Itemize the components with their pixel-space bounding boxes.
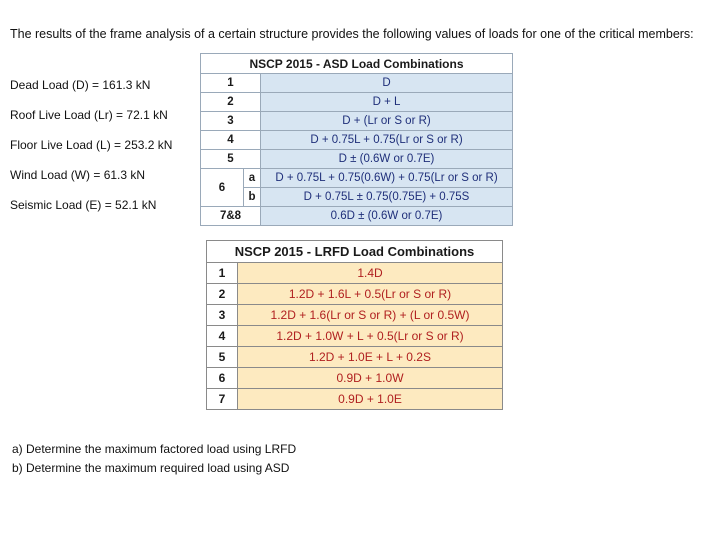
asd-row-number: 7&8 xyxy=(201,207,261,226)
table-row xyxy=(207,305,503,326)
table-row xyxy=(201,169,513,188)
questions-list xyxy=(12,440,296,478)
lrfd-row-number: 3 xyxy=(207,305,238,326)
asd-row-number: 4 xyxy=(201,131,261,150)
dead-load: Dead Load (D) = 161.3 kN xyxy=(10,78,151,92)
lrfd-row-number: 1 xyxy=(207,263,238,284)
floor-live-load: Floor Live Load (L) = 253.2 kN xyxy=(10,138,173,152)
lrfd-row-number: 5 xyxy=(207,347,238,368)
table-row xyxy=(207,263,503,284)
table-row xyxy=(201,131,513,150)
lrfd-combination: 1.2D + 1.0E + L + 0.2S xyxy=(238,347,503,368)
asd-row-subletter: b xyxy=(244,188,261,207)
asd-combination: D + 0.75L + 0.75(0.6W) + 0.75(Lr or S or R) xyxy=(261,169,513,188)
table-row xyxy=(207,326,503,347)
seismic-load: Seismic Load (E) = 52.1 kN xyxy=(10,198,157,212)
lrfd-row-number: 4 xyxy=(207,326,238,347)
question-b: b) Determine the maximum required load using ASD xyxy=(12,461,290,475)
lrfd-combination: 0.9D + 1.0W xyxy=(238,368,503,389)
wind-load: Wind Load (W) = 61.3 kN xyxy=(10,168,146,182)
table-row xyxy=(201,112,513,131)
question-a: a) Determine the maximum factored load using LRFD xyxy=(12,442,297,456)
asd-row-subletter: a xyxy=(244,169,261,188)
asd-table-header-row xyxy=(201,54,513,74)
table-row xyxy=(207,347,503,368)
asd-combination: D + 0.75L ± 0.75(0.75E) + 0.75S xyxy=(261,188,513,207)
table-row xyxy=(201,207,513,226)
table-row xyxy=(201,150,513,169)
asd-load-combinations-table xyxy=(200,53,513,226)
table-row xyxy=(201,74,513,93)
asd-combination: D xyxy=(261,74,513,93)
table-row xyxy=(201,188,513,207)
asd-row-number: 6 xyxy=(201,169,244,207)
lrfd-table-header-row xyxy=(207,241,503,263)
lrfd-combination: 0.9D + 1.0E xyxy=(238,389,503,410)
asd-combination: D + L xyxy=(261,93,513,112)
asd-combination: D + (Lr or S or R) xyxy=(261,112,513,131)
table-row xyxy=(207,368,503,389)
asd-row-number: 1 xyxy=(201,74,261,93)
load-values-list xyxy=(10,76,200,226)
lrfd-combination: 1.2D + 1.6L + 0.5(Lr or S or R) xyxy=(238,284,503,305)
asd-combination: D + 0.75L + 0.75(Lr or S or R) xyxy=(261,131,513,150)
asd-row-number: 5 xyxy=(201,150,261,169)
table-row xyxy=(207,389,503,410)
roof-live-load: Roof Live Load (Lr) = 72.1 kN xyxy=(10,108,168,122)
lrfd-combination: 1.2D + 1.6(Lr or S or R) + (L or 0.5W) xyxy=(238,305,503,326)
table-row xyxy=(201,93,513,112)
asd-row-number: 3 xyxy=(201,112,261,131)
asd-table-title: NSCP 2015 - ASD Load Combinations xyxy=(201,54,513,74)
asd-combination: 0.6D ± (0.6W or 0.7E) xyxy=(261,207,513,226)
table-row xyxy=(207,284,503,305)
lrfd-combination: 1.2D + 1.0W + L + 0.5(Lr or S or R) xyxy=(238,326,503,347)
lrfd-row-number: 7 xyxy=(207,389,238,410)
lrfd-combination: 1.4D xyxy=(238,263,503,284)
lrfd-table-title: NSCP 2015 - LRFD Load Combinations xyxy=(207,241,503,263)
lrfd-row-number: 2 xyxy=(207,284,238,305)
lrfd-load-combinations-table xyxy=(206,240,503,410)
problem-intro: The results of the frame analysis of a certain structure provides the following values of loads for one of the critical members: xyxy=(10,27,694,41)
lrfd-row-number: 6 xyxy=(207,368,238,389)
asd-row-number: 2 xyxy=(201,93,261,112)
asd-combination: D ± (0.6W or 0.7E) xyxy=(261,150,513,169)
